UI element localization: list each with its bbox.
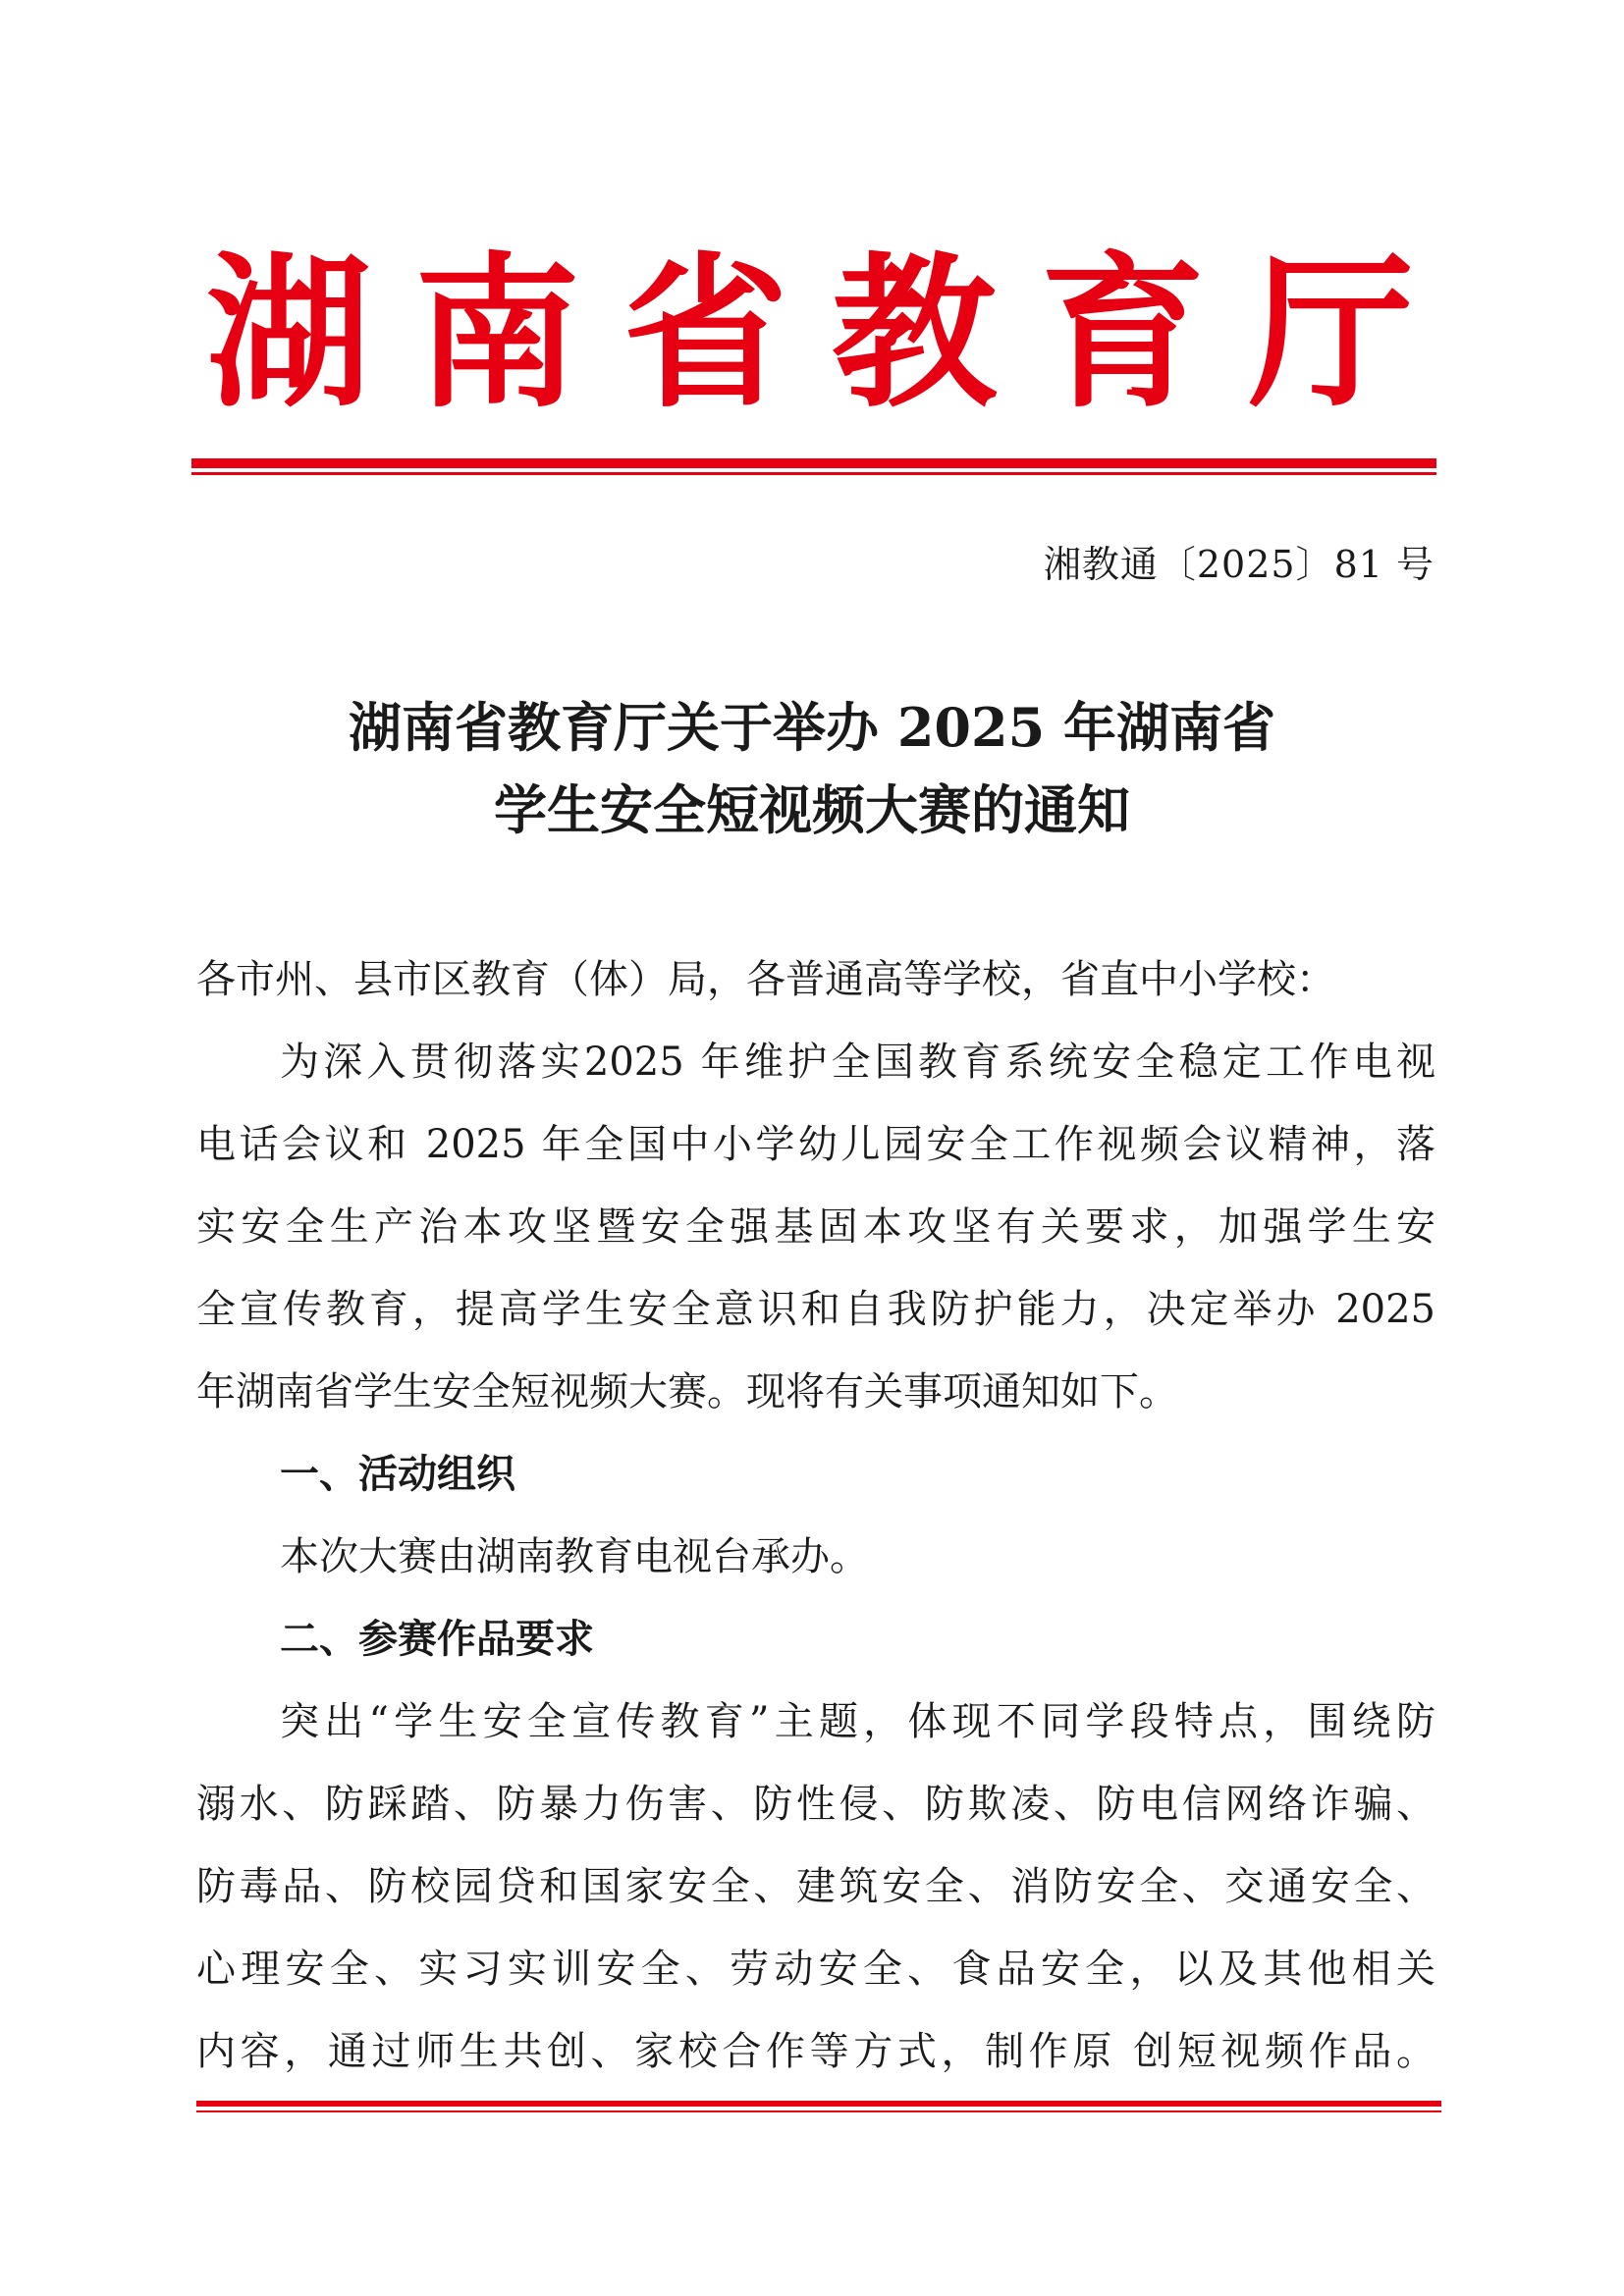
footer-red-rule [196, 2101, 1441, 2107]
masthead-char: 湖 [206, 238, 371, 430]
masthead-issuer [201, 236, 1419, 432]
masthead-char: 教 [832, 238, 998, 430]
section-text: 本次大赛由湖南教育电视台承办。 [280, 1534, 869, 1579]
document-number: 湘教通〔2025〕81 号 [1043, 543, 1435, 586]
requirements-line: 防毒品、防校园贷和国家安全、建筑安全、消防安全、交通安全、 [196, 1864, 1435, 1909]
intro-line: 电话会议和 2025 年全国中小学幼儿园安全工作视频会议精神，落 [196, 1122, 1435, 1167]
masthead-red-rule [191, 458, 1436, 468]
document-title-line-2: 学生安全短视频大赛的通知 [494, 778, 1130, 841]
requirements-line: 内容，通过师生共创、家校合作等方式，制作原 创短视频作品。 [196, 2029, 1435, 2074]
masthead-char: 厅 [1248, 238, 1414, 430]
intro-line: 年湖南省学生安全短视频大赛。现将有关事项通知如下。 [196, 1369, 1178, 1415]
intro-line: 全宣传教育，提高学生安全意识和自我防护能力，决定举办 2025 [196, 1287, 1435, 1332]
masthead-char: 育 [1040, 238, 1206, 430]
document-title-line-1: 湖南省教育厅关于举办 2025 年湖南省 [349, 696, 1275, 759]
section-heading-activity-organization: 一、活动组织 [280, 1452, 515, 1497]
footer-red-rule-thin [196, 2110, 1441, 2112]
intro-line: 实安全生产治本攻坚暨安全强基固本攻坚有关要求，加强学生安 [196, 1204, 1435, 1250]
masthead-char: 南 [414, 238, 580, 430]
intro-line: 为深入贯彻落实2025 年维护全国教育系统安全稳定工作电视 [280, 1040, 1435, 1085]
addressee: 各市州、县市区教育（体）局，各普通高等学校，省直中小学校： [196, 957, 1335, 1002]
requirements-line: 突出“学生安全宣传教育”主题，体现不同学段特点，围绕防 [280, 1699, 1435, 1744]
requirements-line: 心理安全、实习实训安全、劳动安全、食品安全，以及其他相关 [196, 1947, 1435, 1992]
masthead-red-rule-thin [191, 472, 1436, 475]
section-heading-entry-requirements: 二、参赛作品要求 [280, 1617, 594, 1662]
masthead-char: 省 [623, 238, 788, 430]
requirements-line: 溺水、防踩踏、防暴力伤害、防性侵、防欺凌、防电信网络诈骗、 [196, 1782, 1435, 1827]
